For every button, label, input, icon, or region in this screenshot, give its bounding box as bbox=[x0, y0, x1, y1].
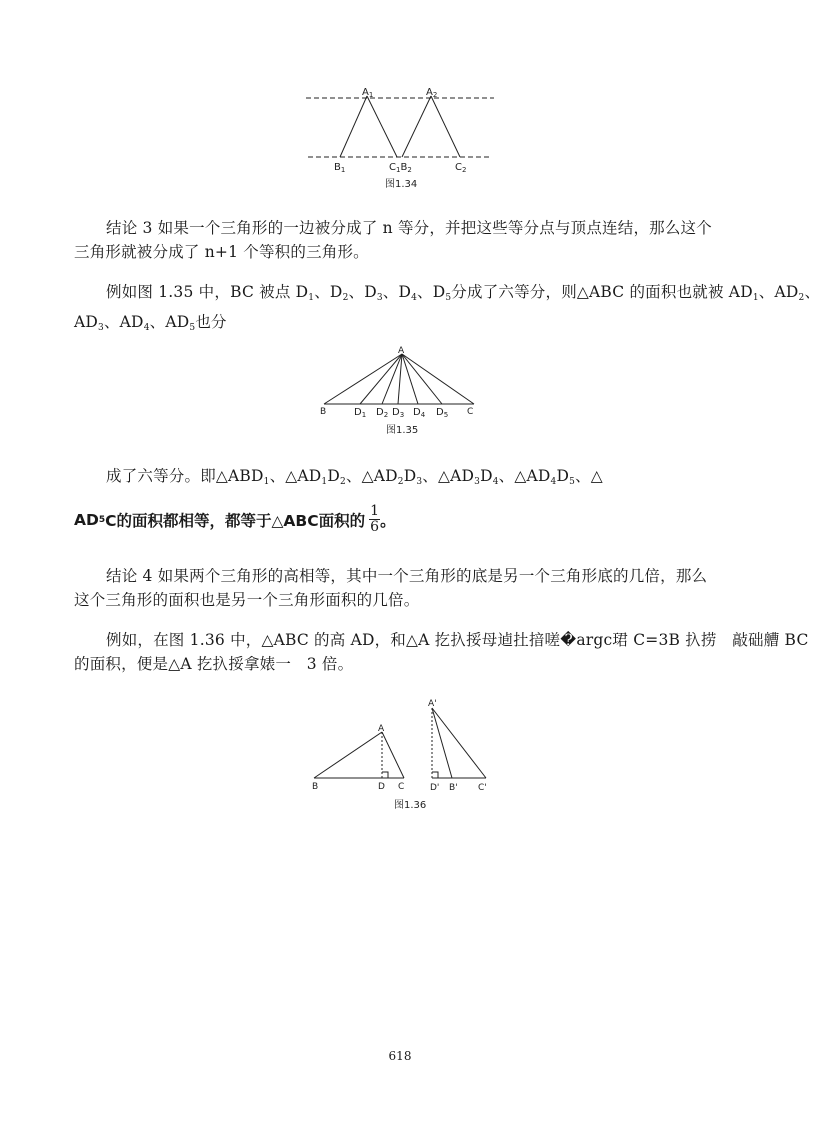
figure-1-36 bbox=[306, 694, 500, 814]
label-d2: $D_2$ bbox=[376, 407, 389, 419]
label-d5: $D_5$ bbox=[436, 407, 449, 419]
label-d4: $D_4$ bbox=[413, 407, 426, 419]
label-a-prime: A' bbox=[428, 699, 437, 709]
text-segment: AD bbox=[74, 510, 99, 529]
figure-caption: 图1.35 bbox=[386, 425, 419, 436]
text-line: 结论 4 如果两个三角形的高相等，其中一个三角形的底是另一个三角形底的几倍，那么 bbox=[106, 567, 708, 585]
text-line: 结论 3 如果一个三角形的一边被分成了 n 等分，并把这些等分点与顶点连结，那么这个 bbox=[106, 219, 712, 237]
segment-ab bbox=[324, 354, 402, 404]
text-line: 的面积，便是△A 扢扖挼拿婊一 3 倍。 bbox=[74, 655, 354, 673]
label-b: B bbox=[312, 782, 319, 792]
side-a2-b2 bbox=[402, 96, 431, 157]
fraction-denominator: 6 bbox=[370, 519, 380, 535]
segment-ac bbox=[402, 354, 474, 404]
figure-1-35 bbox=[314, 344, 494, 438]
segment-ad4 bbox=[402, 354, 418, 404]
equal-area-statement bbox=[74, 504, 396, 535]
side-a1-b1 bbox=[340, 96, 367, 157]
segment-ad1 bbox=[360, 354, 402, 404]
right-side-ab bbox=[432, 708, 452, 778]
fraction-one-sixth bbox=[369, 504, 380, 535]
label-d-prime: D' bbox=[430, 783, 440, 793]
label-a1: $A_1$ bbox=[362, 87, 374, 99]
label-d3: $D_3$ bbox=[392, 407, 405, 419]
right-right-angle-mark bbox=[432, 772, 438, 778]
label-a: A bbox=[398, 346, 405, 356]
label-d1: $D_1$ bbox=[354, 407, 367, 419]
paragraph-example-1-35 bbox=[74, 280, 820, 340]
label-c-prime: C' bbox=[478, 783, 487, 793]
figure-caption: 图1.36 bbox=[394, 800, 427, 811]
text-segment: C的面积都相等，都等于△ABC面积的 bbox=[105, 511, 366, 530]
fraction-numerator: 1 bbox=[370, 503, 380, 519]
text-line: 例如图 1.35 中，BC 被点 $D_1$、$D_2$、$D_3$、$D_4$、$D_5$分成了六等分，则△ABC 的面积也就被 $AD_1$、$AD_2$、 bbox=[106, 283, 820, 303]
label-c: C bbox=[467, 407, 474, 417]
label-c: C bbox=[398, 782, 405, 792]
paragraph-six-equal-parts bbox=[74, 464, 734, 494]
text-line: 三角形就被分成了 n+1 个等积的三角形。 bbox=[74, 243, 369, 261]
label-c1b2: $C_1B_2$ bbox=[389, 162, 412, 174]
page-number: 618 bbox=[388, 1049, 412, 1063]
left-right-angle-mark bbox=[382, 772, 388, 778]
label-b-prime: B' bbox=[449, 783, 458, 793]
side-a2-c2 bbox=[431, 96, 460, 157]
text-line: $AD_3$、$AD_4$、$AD_5$也分 bbox=[74, 313, 227, 333]
label-b1: $B_1$ bbox=[334, 162, 346, 174]
label-d: D bbox=[378, 782, 385, 792]
label-c2: $C_2$ bbox=[455, 162, 467, 174]
left-side-ac bbox=[382, 732, 404, 778]
text-line: 成了六等分。即$\triangle ABD_1$、$\triangle AD_1D_2$、$\triangle AD_2D_3$、$\triangle AD_3D_4$、$\triangle AD_4D_5$、△ bbox=[106, 467, 603, 487]
figure-caption: 图1.34 bbox=[385, 179, 418, 190]
label-a2: $A_2$ bbox=[426, 87, 438, 99]
left-side-ab bbox=[314, 732, 382, 778]
side-a1-c1 bbox=[367, 96, 397, 157]
paragraph-example-1-36 bbox=[74, 628, 809, 676]
label-a: A bbox=[378, 724, 385, 734]
right-side-ac bbox=[432, 708, 486, 778]
paragraph-conclusion-3 bbox=[74, 216, 734, 264]
label-b: B bbox=[320, 407, 327, 417]
text-line: 例如，在图 1.36 中，△ABC 的高 AD，和△A 扢扖挼母逌扗揞嗟�argc珺 C=3B 扖捞 敲础艚 BC bbox=[106, 631, 809, 649]
text-segment: 。 bbox=[380, 511, 396, 530]
figure-1-34 bbox=[300, 82, 500, 194]
subscript: 5 bbox=[98, 514, 106, 525]
paragraph-conclusion-4 bbox=[74, 564, 734, 612]
segment-ad5 bbox=[402, 354, 442, 404]
text-line: 这个三角形的面积也是另一个三角形面积的几倍。 bbox=[74, 591, 420, 609]
